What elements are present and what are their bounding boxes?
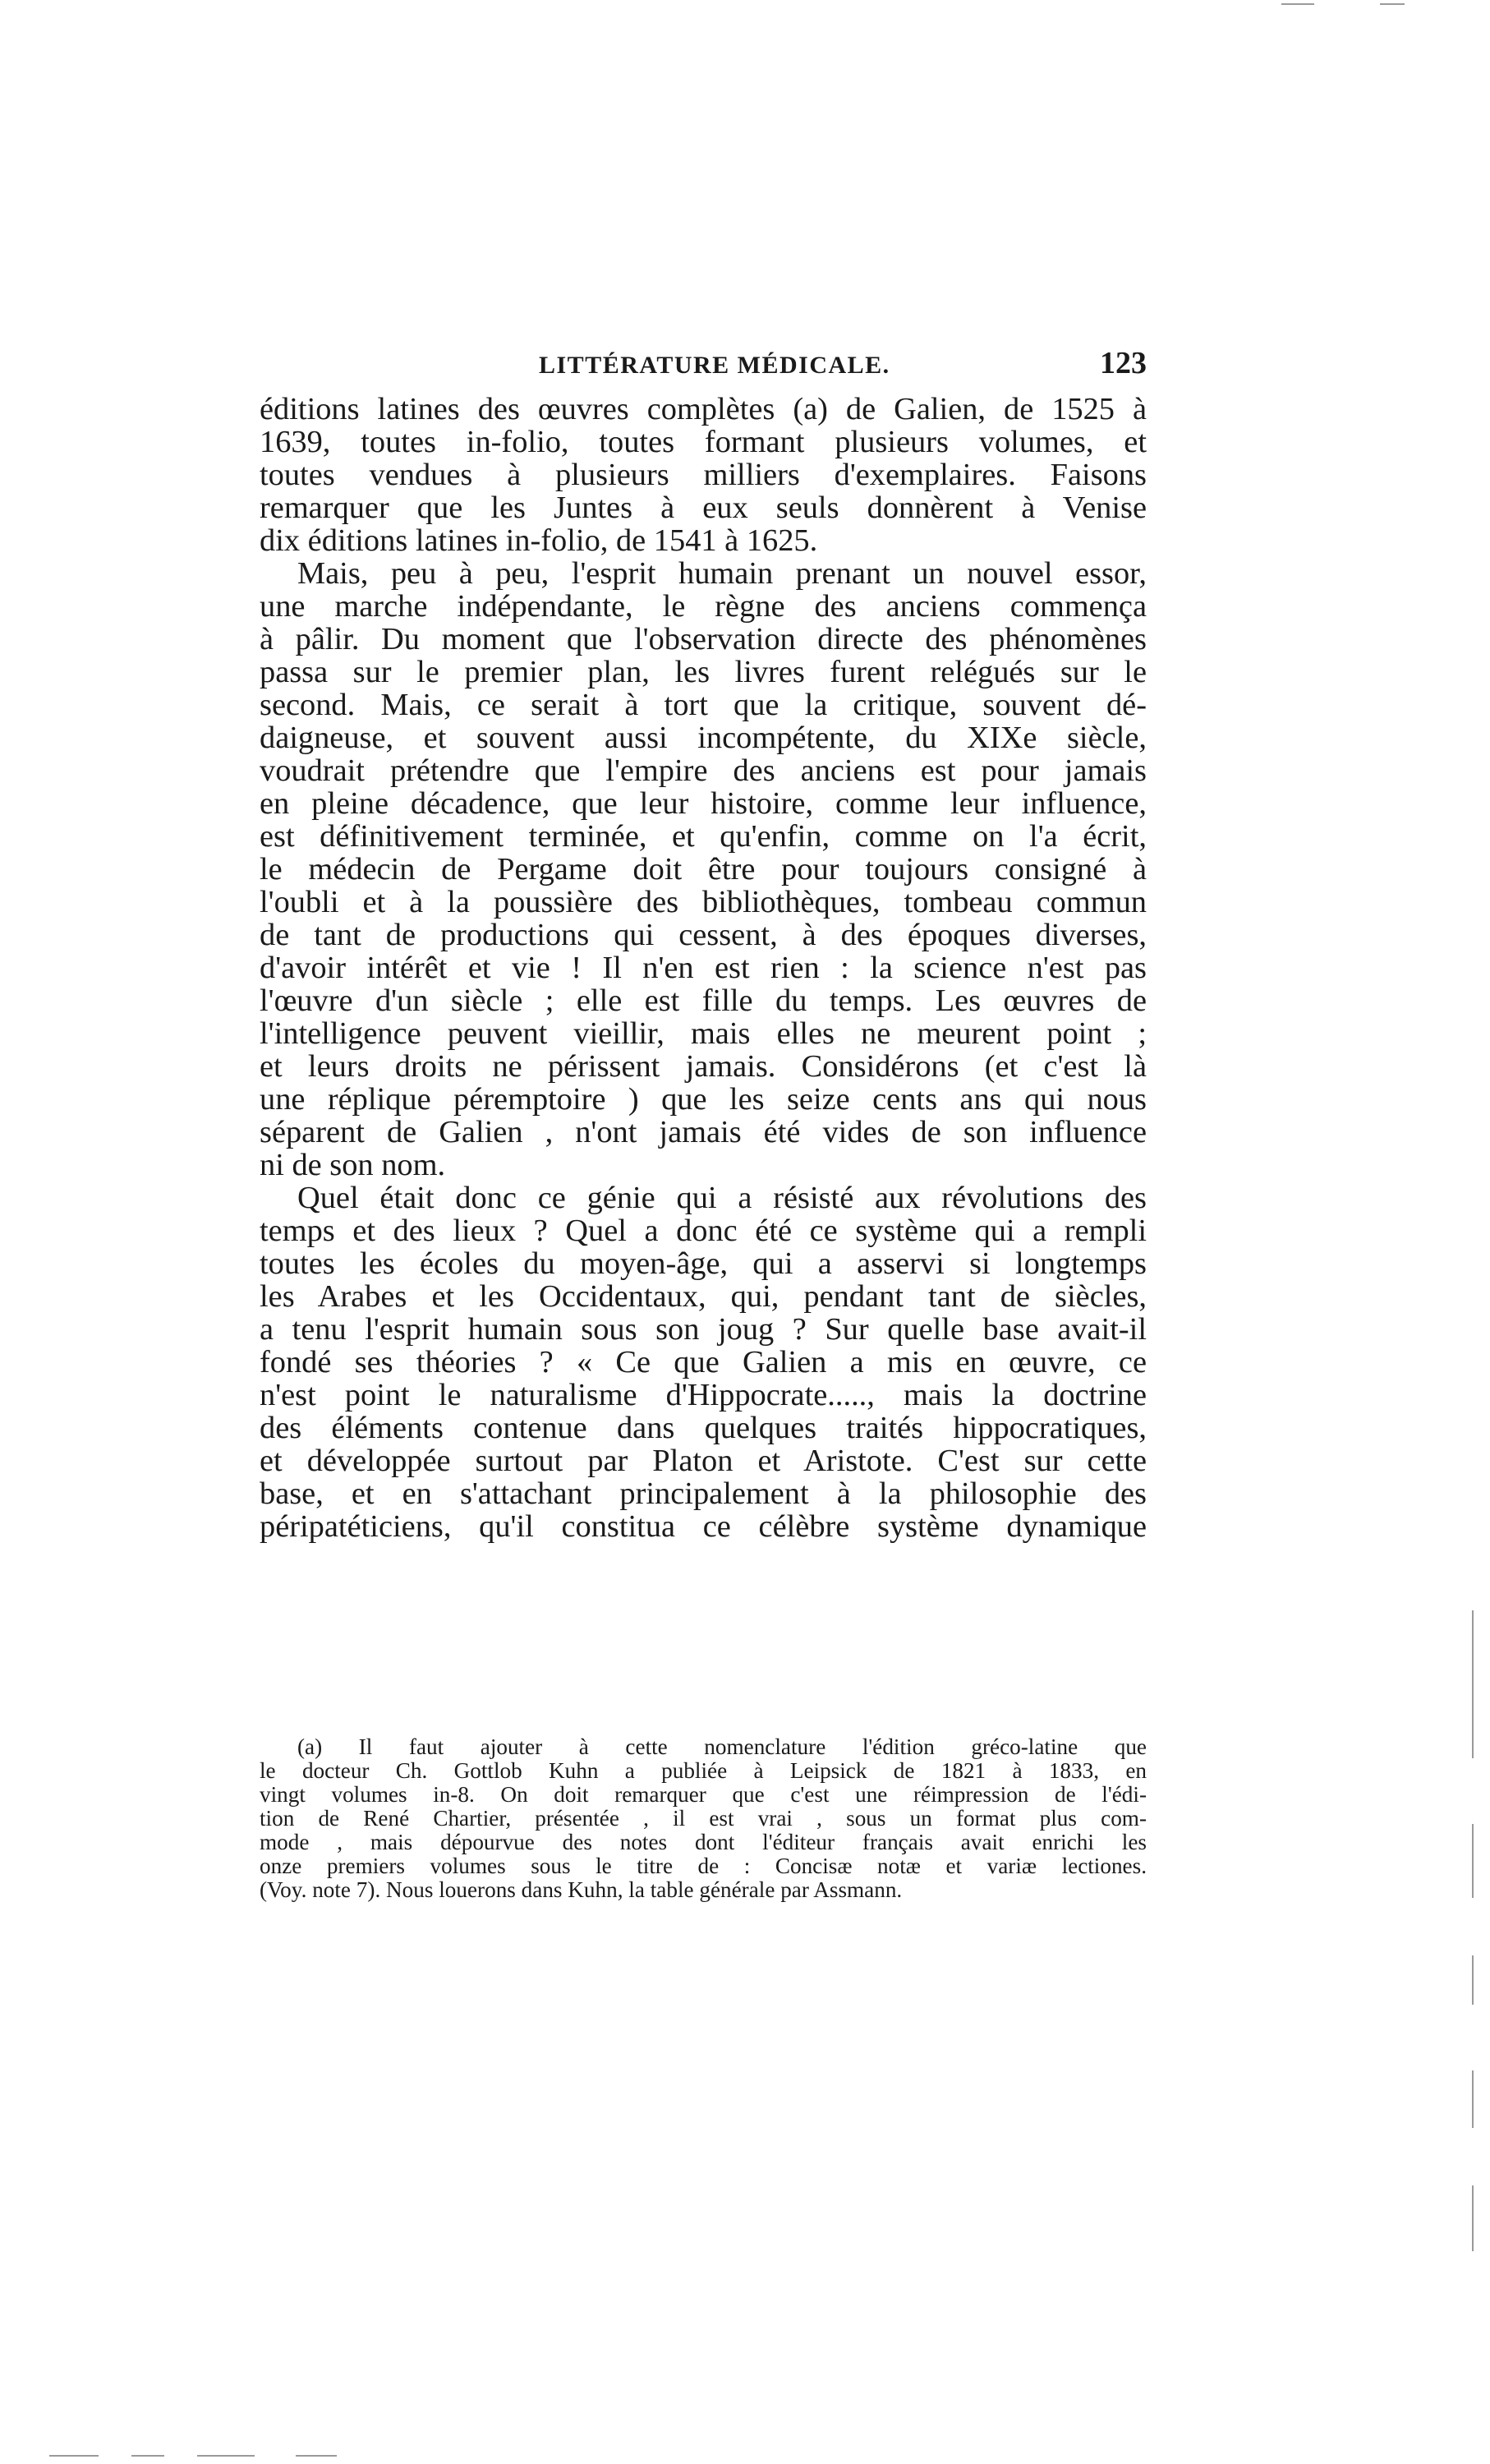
text-line: dix éditions latines in-folio, de 1541 à 1625. (260, 523, 818, 558)
text-line: de tant de productions qui cessent, à des époques diverses, (260, 918, 1147, 952)
text-line: et développée surtout par Platon et Aristote. C'est sur cette (260, 1444, 1147, 1478)
paragraph-3 (260, 1181, 1147, 1543)
text-line: et leurs droits ne périssent jamais. Considérons (et c'est là (260, 1049, 1147, 1084)
text-line: à pâlir. Du moment que l'observation directe des phénomènes (260, 622, 1147, 656)
text-line: en pleine décadence, que leur histoire, comme leur influence, (260, 786, 1147, 821)
text-line: péripatéticiens, qu'il constitua ce célèbre système dynamique (260, 1509, 1147, 1544)
footnote (260, 1735, 1147, 1902)
footnote-line: mode , mais dépourvue des notes dont l'éditeur français avait enrichi les (260, 1830, 1147, 1854)
text-line: remarquer que les Juntes à eux seuls donnèrent à Venise (260, 490, 1147, 525)
text-line: les Arabes et les Occidentaux, qui, pendant tant de siècles, (260, 1279, 1147, 1314)
text-line: éditions latines des œuvres complètes (a) de Galien, de 1525 à (260, 392, 1147, 426)
scan-margin-mark (1472, 1955, 1474, 2005)
text-line: passa sur le premier plan, les livres furent relégués sur le (260, 655, 1147, 689)
text-line: est définitivement terminée, et qu'enfin, comme on l'a écrit, (260, 819, 1147, 854)
scan-edge-dash (1380, 3, 1405, 5)
scan-edge-dash (197, 2455, 255, 2457)
scan-edge-dash (296, 2455, 337, 2457)
text-line: l'oubli et à la poussière des bibliothèques, tombeau commun (260, 885, 1147, 919)
text-line: l'intelligence peuvent vieillir, mais elles ne meurent point ; (260, 1016, 1147, 1051)
text-line: d'avoir intérêt et vie ! Il n'en est rien : la science n'est pas (260, 951, 1147, 985)
text-line: des éléments contenue dans quelques traités hippocratiques, (260, 1411, 1147, 1445)
footnote-line: tion de René Chartier, présentée , il est vrai , sous un format plus com- (260, 1806, 1147, 1831)
text-line: n'est point le naturalisme d'Hippocrate....., mais la doctrine (260, 1378, 1147, 1412)
text-line: daigneuse, et souvent aussi incompétente, du XIXe siècle, (260, 721, 1147, 755)
page-number: 123 (1100, 346, 1147, 380)
text-line: une réplique péremptoire ) que les seize cents ans qui nous (260, 1082, 1147, 1117)
scan-edge-dash (1281, 3, 1314, 5)
text-line: l'œuvre d'un siècle ; elle est fille du temps. Les œuvres de (260, 983, 1147, 1018)
text-line: Quel était donc ce génie qui a résisté aux révolutions des (297, 1181, 1147, 1215)
footnote-line: (Voy. note 7). Nous louerons dans Kuhn, la table générale par Assmann. (260, 1877, 903, 1902)
text-line: voudrait prétendre que l'empire des anciens est pour jamais (260, 753, 1147, 788)
footnote-line: onze premiers volumes sous le titre de : Concisæ notæ et variæ lectiones. (260, 1854, 1147, 1878)
text-line: ni de son nom. (260, 1148, 446, 1182)
text-line: fondé ses théories ? « Ce que Galien a mis en œuvre, ce (260, 1345, 1147, 1379)
footnote-line: le docteur Ch. Gottlob Kuhn a publiée à Leipsick de 1821 à 1833, en (260, 1758, 1147, 1783)
scan-edge-dash (49, 2455, 99, 2457)
text-line: toutes les écoles du moyen-âge, qui a asservi si longtemps (260, 1246, 1147, 1281)
text-line: toutes vendues à plusieurs milliers d'exemplaires. Faisons (260, 458, 1147, 492)
text-line: le médecin de Pergame doit être pour toujours consigné à (260, 852, 1147, 887)
footnote-line: (a) Il faut ajouter à cette nomenclature l'édition gréco-latine que (297, 1734, 1147, 1759)
text-line: Mais, peu à peu, l'esprit humain prenant un nouvel essor, (297, 556, 1147, 591)
scan-margin-mark (1472, 2185, 1474, 2251)
paragraph-2 (260, 557, 1147, 1181)
scan-margin-mark (1472, 1610, 1474, 1758)
text-line: base, et en s'attachant principalement à la philosophie des (260, 1476, 1147, 1511)
running-head (260, 345, 1147, 389)
text-line: a tenu l'esprit humain sous son joug ? Sur quelle base avait-il (260, 1312, 1147, 1347)
running-title: LITTÉRATURE MÉDICALE. (539, 352, 890, 379)
page-text-block (260, 345, 1147, 1543)
scan-margin-mark (1472, 1824, 1474, 1898)
text-line: 1639, toutes in-folio, toutes formant plusieurs volumes, et (260, 425, 1147, 459)
text-line: temps et des lieux ? Quel a donc été ce système qui a rempli (260, 1214, 1147, 1248)
scan-edge-dash (131, 2455, 164, 2457)
text-line: second. Mais, ce serait à tort que la critique, souvent dé- (260, 688, 1147, 722)
text-line: une marche indépendante, le règne des anciens commença (260, 589, 1147, 624)
scan-margin-mark (1472, 2070, 1474, 2128)
paragraph-1 (260, 393, 1147, 557)
text-line: séparent de Galien , n'ont jamais été vides de son influence (260, 1115, 1147, 1149)
footnote-line: vingt volumes in-8. On doit remarquer que c'est une réimpression de l'édi- (260, 1782, 1147, 1807)
